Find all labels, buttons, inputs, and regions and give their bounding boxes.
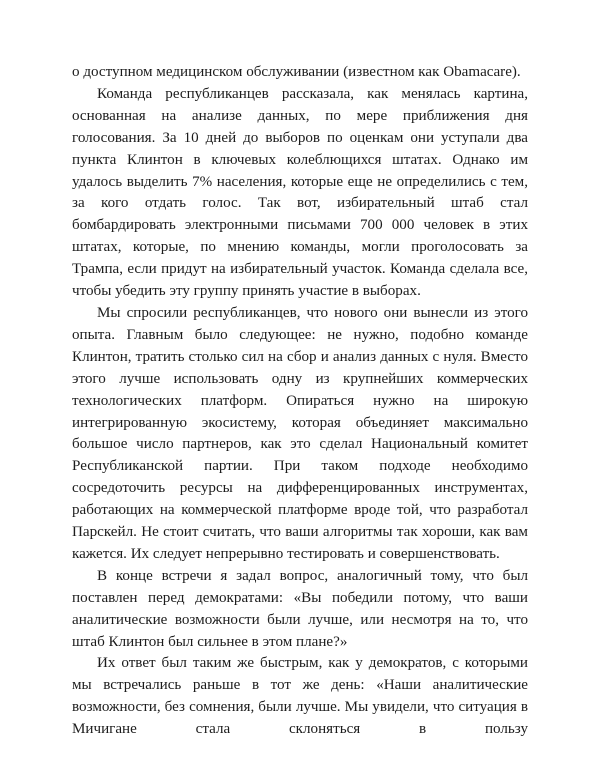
paragraph-3: Мы спросили республиканцев, что нового они вынесли из этого опыта. Главным было следующее: не нужно, подобно команде Клинтон, тратить столько сил на сбор и анализ данных с нуля. Вместо этого лучше использовать одну из крупнейших коммерческих технологических платформ. Опираться нужно на широкую интегрированную экосистему, которая объединяет максимально большое число партнеров, как это сделал Национальный комитет Республиканской партии. При таком подходе необходимо сосредоточить ресурсы на дифференцированных инструментах, работающих на коммерческой платформе вроде той, что разработал Парскейл. Не стоит считать, что ваши алгоритмы так хороши, как вам кажется. Их следует непрерывно тестировать и совершенствовать.	[72, 304, 528, 562]
paragraph-1: о доступном медицинском обслуживании (известном как Obamacare).	[72, 64, 521, 80]
paragraph-5: Их ответ был таким же быстрым, как у демократов, с которыми мы встречались раньше в тот же день: «Наши аналитические возможности, без сомнения, были лучше. Мы увидели, что ситуация в Мичигане стала склоняться в пользу	[72, 655, 528, 738]
paragraph-4: В конце встречи я задал вопрос, аналогичный тому, что был поставлен перед демократами: «Вы победили потому, что ваши аналитические возможности были лучше, или несмотря на то, что штаб Клинтон был сильнее в этом плане?»	[72, 567, 528, 650]
paragraph-2: Команда республиканцев рассказала, как менялась картина, основанная на анализе данных, по мере приближения дня голосования. За 10 дней до выборов по оценкам они уступали два пункта Клинтон в ключевых колеблющихся штатах. Однако им удалось выделить 7% населения, которые еще не определились с тем, за кого отдать голос. Так вот, избирательный штаб стал бомбардировать электронными письмами 700 000 человек в этих штатах, которые, по мнению команды, могли проголосовать за Трампа, если придут на избирательный участок. Команда сделала все, чтобы убедить эту группу принять участие в выборах.	[72, 85, 528, 300]
body-text-column	[72, 62, 528, 763]
